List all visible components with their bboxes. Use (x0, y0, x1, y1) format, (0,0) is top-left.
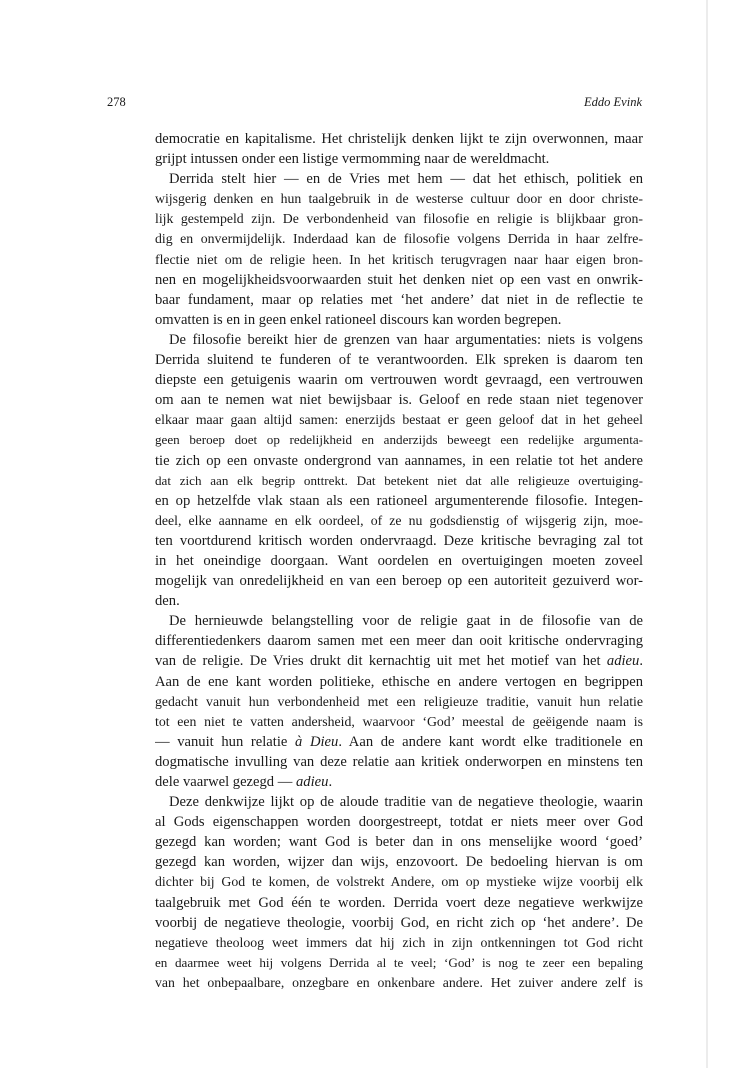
text-line: Derrida sluitend te funderen of te verantwoorden. Elk spreken is daarom ten (155, 352, 643, 369)
text-line: van de religie. De Vries drukt dit kernachtig uit met het motief van het adieu. (155, 653, 643, 670)
text-line: grijpt intussen onder een listige vermomming naar de wereldmacht. (155, 151, 550, 168)
running-head-author: Eddo Evink (584, 95, 642, 109)
text-line: ten voortdurend kritisch worden ondervraagd. Deze kritische bevraging zal tot (155, 532, 643, 549)
text-line: geen beroep doet op redelijkheid en anderzijds beweegt een redelijke argumenta- (155, 432, 643, 448)
text-line: Aan de ene kant worden politieke, ethische en andere vertogen en begrippen (155, 673, 643, 690)
text-line: Deze denkwijze lijkt op de aloude traditie van de negatieve theologie, waarin (169, 794, 643, 811)
text-line: tie zich op een onvaste ondergrond van aannames, in een relatie tot het andere (155, 452, 643, 469)
body-text (155, 129, 643, 993)
text-line: nen en mogelijkheidsvoorwaarden stuit het denken niet op een vast en onwrik- (155, 271, 643, 288)
text-line: dichter bij God te komen, de volstrekt Andere, om op mystieke wijze voorbij elk (155, 874, 643, 890)
text-line: dogmatische invulling van deze relatie aan kritiek onderworpen en minstens ten (155, 753, 643, 770)
text-line: en daarmee weet hij volgens Derrida al te veel; ‘God’ is nog te zeer een bepaling (155, 954, 643, 970)
page-number: 278 (107, 95, 126, 109)
text-line: taalgebruik met God één te worden. Derrida voert deze negatieve werkwijze (155, 894, 643, 911)
text-line: elkaar maar gaan altijd samen: enerzijds bestaat er geen geloof dat in het geheel (155, 412, 643, 428)
text-line: De hernieuwde belangstelling voor de religie gaat in de filosofie van de (169, 613, 643, 630)
text-line: dat zich aan elk begrip onttrekt. Dat betekent niet dat alle religieuze overtuiging- (155, 472, 643, 488)
text-line: dig en onvermijdelijk. Inderdaad kan de filosofie volgens Derrida in haar zelfre- (155, 231, 643, 247)
text-line: in het oneindige doorgaan. Want oordelen en overtuigingen moeten zoveel (155, 552, 643, 569)
text-line: De filosofie bereikt hier de grenzen van haar argumentaties: niets is volgens (169, 331, 643, 348)
text-line: flectie niet om de religie heen. In het kritisch terugvragen naar haar eigen bron- (155, 251, 643, 267)
text-line: lijk gestempeld zijn. De verbondenheid van filosofie en religie is blijkbaar gron- (155, 211, 643, 227)
text-line: omvatten is en in geen enkel rationeel discours kan worden begrepen. (155, 311, 562, 328)
text-line: — vanuit hun relatie à Dieu. Aan de andere kant wordt elke traditionele en (155, 733, 643, 750)
text-line: al Gods eigenschappen worden doorgestreept, totdat er niets meer over God (155, 814, 643, 831)
text-line: deel, elke aanname en elk oordeel, of ze nu godsdienstig of wijsgerig zijn, moe- (155, 512, 643, 528)
text-line: gezegd kan worden; want God is beter dan in ons menselijke woord ‘goed’ (155, 834, 643, 851)
text-line: van het onbepaalbare, onzegbare en onkenbare andere. Het zuiver andere zelf is (155, 974, 643, 990)
text-line: mogelijk van onredelijkheid en van een beroep op een autoriteit gezuiverd wor- (155, 573, 643, 590)
text-line: den. (155, 593, 180, 610)
text-line: gezegd kan worden, wijzer dan wijs, enzovoort. De bedoeling hiervan is om (155, 854, 643, 871)
text-line: om aan te nemen wat niet bewijsbaar is. Geloof en rede staan niet tegenover (155, 392, 643, 409)
text-line: voorbij de negatieve theologie, voorbij God, en richt zich op ‘het andere’. De (155, 914, 643, 931)
page-edge (706, 0, 708, 1068)
text-line: en op hetzelfde vlak staan als een rationeel argumenterende filosofie. Integen- (155, 492, 643, 509)
text-line: gedacht vanuit hun verbondenheid met een religieuze traditie, vanuit hun relatie (155, 693, 643, 709)
text-line: democratie en kapitalisme. Het christelijk denken lijkt te zijn overwonnen, maar (155, 131, 643, 147)
text-line: wijsgerig denken en hun taalgebruik in de westerse cultuur door en door christe- (155, 191, 643, 207)
text-line: differentiedenkers daarom samen met een meer dan ooit kritische ondervraging (155, 633, 643, 650)
text-line: negatieve theoloog weet immers dat hij zich in zijn ontkenningen tot God richt (155, 934, 643, 950)
text-line: diepste een getuigenis waarin om vertrouwen wordt gevraagd, een vertrouwen (155, 372, 643, 389)
text-line: tot een niet te vatten andersheid, waarvoor ‘God’ meestal de geëigende naam is (155, 713, 643, 729)
text-line: baar fundament, maar op relaties met ‘het andere’ dat niet in de reflectie te (155, 291, 643, 308)
text-line: dele vaarwel gezegd — adieu. (155, 774, 333, 790)
text-line: Derrida stelt hier — en de Vries met hem — dat het ethisch, politiek en (169, 171, 643, 188)
